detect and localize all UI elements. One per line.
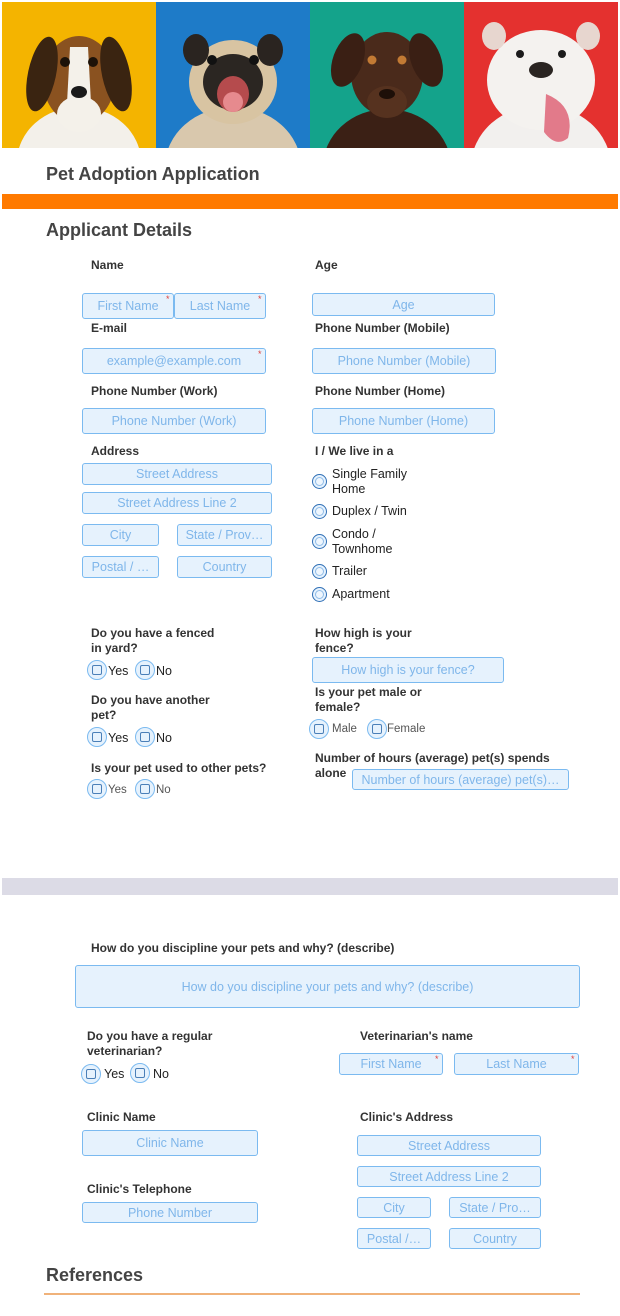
clinic-name-input[interactable]: Clinic Name [82,1130,258,1156]
pug-image [156,2,310,148]
section-title-applicant: Applicant Details [46,220,193,240]
live-option-label: Trailer [332,564,367,578]
hours-alone-input[interactable]: Number of hours (average) pet(s)… [352,769,569,790]
vet-first-name-input[interactable]: First Name [339,1053,443,1075]
age-input[interactable]: Age [312,293,495,316]
last-name-input[interactable]: Last Name [174,293,266,319]
email-label: E-mail [91,321,128,335]
city-input[interactable]: City [82,524,159,546]
state-province-input[interactable]: State / Prov… [177,524,272,546]
regular-vet-no-label: No [153,1067,169,1081]
banner-panel-bulldog [464,2,618,148]
clinic-address-label: Clinic's Address [360,1110,454,1124]
fenced-yard-label: Do you have a fenced in yard? [91,626,215,655]
vet-name-label: Veterinarian's name [360,1029,473,1043]
male-label: Male [332,723,357,735]
fenced-yes-label: Yes [108,664,129,678]
clinic-street-line2-input[interactable]: Street Address Line 2 [357,1166,541,1187]
postal-code-input[interactable]: Postal / … [82,556,159,578]
labrador-image [310,2,464,148]
live-option-label: Duplex / Twin [332,504,407,518]
required-marker: * [571,1054,575,1064]
regular-vet-no-checkbox[interactable] [130,1063,150,1083]
another-pet-yes-label: Yes [108,731,129,745]
first-name-input[interactable]: First Name [82,293,174,319]
another-pet-yes-checkbox[interactable] [87,727,107,747]
regular-vet-yes-label: Yes [104,1067,125,1081]
title-divider [2,194,618,209]
clinic-country-input[interactable]: Country [449,1228,541,1249]
banner-panel-pug [156,2,310,148]
regular-vet-label: Do you have a regular veterinarian? [87,1029,213,1058]
clinic-city-input[interactable]: City [357,1197,431,1218]
live-option-radio-single-family[interactable] [312,474,327,489]
phone-work-label: Phone Number (Work) [91,384,218,398]
clinic-phone-input[interactable]: Phone Number [82,1202,258,1223]
pet-sex-label: Is your pet male or female? [315,685,422,714]
bulldog-image [464,2,618,148]
email-input[interactable]: example@example.com [82,348,266,374]
country-input[interactable]: Country [177,556,272,578]
fenced-no-label: No [156,664,172,678]
male-checkbox[interactable] [309,719,329,739]
clinic-phone-label: Clinic's Telephone [87,1182,192,1196]
used-to-pets-yes-label: Yes [108,784,127,796]
required-marker: * [258,349,262,359]
beagle-image [2,2,156,148]
fenced-yes-checkbox[interactable] [87,660,107,680]
age-label: Age [315,258,338,272]
clinic-postal-input[interactable]: Postal /… [357,1228,431,1249]
clinic-state-input[interactable]: State / Pro… [449,1197,541,1218]
live-option-radio-duplex[interactable] [312,504,327,519]
phone-home-label: Phone Number (Home) [315,384,446,398]
address-label: Address [91,444,140,458]
header-banner [2,2,618,148]
live-in-label: I / We live in a [315,444,394,458]
page-break-divider [2,878,618,895]
discipline-label: How do you discipline your pets and why? (describe) [91,941,395,955]
required-marker: * [166,294,170,304]
another-pet-no-checkbox[interactable] [135,727,155,747]
used-to-pets-no-label: No [156,784,171,796]
fence-height-label: How high is your fence? [315,626,412,655]
used-to-pets-no-checkbox[interactable] [135,779,155,799]
phone-mobile-input[interactable]: Phone Number (Mobile) [312,348,496,374]
female-checkbox[interactable] [367,719,387,739]
live-option-radio-apartment[interactable] [312,587,327,602]
female-label: Female [387,723,426,735]
banner-panel-labrador [310,2,464,148]
references-divider [44,1293,580,1295]
clinic-street-input[interactable]: Street Address [357,1135,541,1156]
live-option-label: Condo / Townhome [332,527,393,556]
name-label: Name [91,258,124,272]
section-title-references: References [46,1265,144,1285]
vet-last-name-input[interactable]: Last Name [454,1053,579,1075]
hours-alone-label: Number of hours (average) pet(s) spends alone [315,751,550,780]
live-option-radio-condo[interactable] [312,534,327,549]
regular-vet-yes-checkbox[interactable] [81,1064,101,1084]
street-address-line2-input[interactable]: Street Address Line 2 [82,492,272,514]
phone-home-input[interactable]: Phone Number (Home) [312,408,495,434]
banner-panel-beagle [2,2,156,148]
required-marker: * [258,294,262,304]
live-option-label: Single Family Home [332,467,408,496]
used-to-pets-yes-checkbox[interactable] [87,779,107,799]
another-pet-no-label: No [156,731,172,745]
street-address-input[interactable]: Street Address [82,463,272,485]
discipline-textarea[interactable]: How do you discipline your pets and why? (describe) [75,965,580,1008]
phone-work-input[interactable]: Phone Number (Work) [82,408,266,434]
live-option-label: Apartment [332,587,390,601]
required-marker: * [435,1054,439,1064]
clinic-name-label: Clinic Name [87,1110,156,1124]
phone-mobile-label: Phone Number (Mobile) [315,321,450,335]
fenced-no-checkbox[interactable] [135,660,155,680]
another-pet-label: Do you have another pet? [91,693,210,722]
fence-height-input[interactable]: How high is your fence? [312,657,504,683]
used-to-pets-label: Is your pet used to other pets? [91,761,267,775]
live-option-radio-trailer[interactable] [312,564,327,579]
form-title: Pet Adoption Application [46,164,260,184]
